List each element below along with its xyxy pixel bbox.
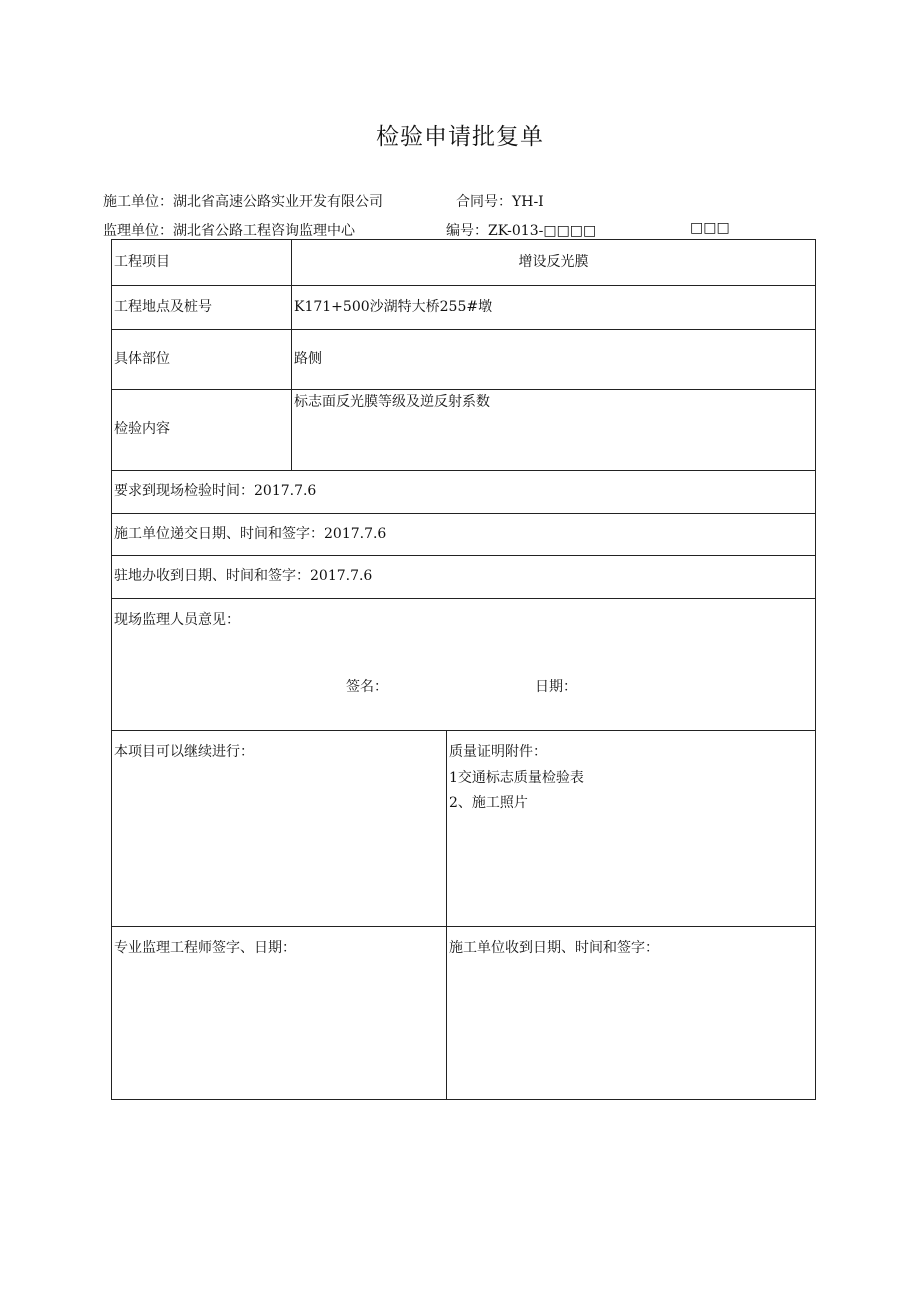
unit-receive-label: 施工单位收到日期、时间和签字：	[447, 927, 816, 1100]
content-label: 检验内容	[112, 390, 292, 471]
location-label: 工程地点及桩号	[112, 286, 292, 330]
table-row	[112, 556, 816, 599]
construction-unit: 施工单位：湖北省高速公路实业开发有限公司	[103, 194, 383, 210]
project-value: 增设反光膜	[292, 240, 816, 286]
inspect-time: 要求到现场检验时间：2017.7.6	[112, 471, 816, 514]
inspection-form-table	[111, 239, 816, 1100]
table-row	[112, 471, 816, 514]
sign-label: 签名：	[346, 679, 388, 695]
location-value: K171+500沙湖特大桥255#墩	[292, 286, 816, 330]
attachments-cell	[447, 731, 816, 927]
table-row	[112, 240, 816, 286]
attachment-item-1: 1交通标志质量检验表	[449, 769, 584, 786]
content-value: 标志面反光膜等级及逆反射系数	[292, 390, 816, 471]
table-row	[112, 599, 816, 731]
serial-suffix: □□□	[690, 220, 730, 236]
table-row	[112, 390, 816, 471]
table-row	[112, 927, 816, 1100]
submit-time: 施工单位递交日期、时间和签字：2017.7.6	[112, 514, 816, 556]
table-row	[112, 286, 816, 330]
serial-number: 编号：ZK-013-□□□□	[446, 223, 597, 239]
page-title: 检验申请批复单	[376, 124, 544, 150]
table-row	[112, 330, 816, 390]
engineer-sign-label: 专业监理工程师签字、日期：	[112, 927, 447, 1100]
attachment-item-2: 2、施工照片	[449, 795, 528, 812]
part-label: 具体部位	[112, 330, 292, 390]
project-label: 工程项目	[112, 240, 292, 286]
date-label: 日期：	[535, 679, 577, 695]
attachments-label: 质量证明附件：	[449, 744, 547, 760]
table-row	[112, 731, 816, 927]
part-value: 路侧	[292, 330, 816, 390]
opinion-cell	[112, 599, 816, 731]
supervision-unit: 监理单位：湖北省公路工程咨询监理中心	[103, 223, 355, 239]
opinion-label: 现场监理人员意见：	[114, 612, 240, 628]
table-row	[112, 514, 816, 556]
continue-label: 本项目可以继续进行：	[112, 731, 447, 927]
contract-number: 合同号：YH-I	[456, 194, 544, 210]
receive-time: 驻地办收到日期、时间和签字：2017.7.6	[112, 556, 816, 599]
